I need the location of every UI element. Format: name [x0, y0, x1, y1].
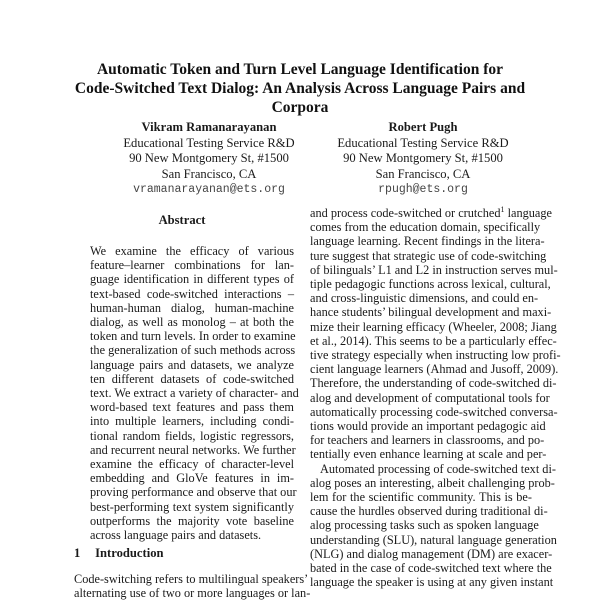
author-address: 90 New Montgomery St, #1500 — [343, 151, 503, 166]
right-col-line: cause the hurdles observed during traditional di- — [310, 504, 548, 519]
author-name: Robert Pugh — [388, 120, 458, 134]
right-col-line — [310, 204, 552, 220]
abstract-line: the generalization of such methods across — [90, 343, 296, 358]
abstract-line: language pairs and datasets, we analyze — [90, 357, 294, 372]
title-line: Code-Switched Text Dialog: An Analysis Across Language Pairs and — [74, 80, 526, 97]
author-block-2 — [313, 120, 533, 198]
abstract-line: token and turn levels. In order to examine — [90, 329, 296, 344]
right-col-line: et al., 2014). This seems to be a particularly effec- — [310, 333, 557, 348]
right-col-line: cient language learners (Ahmad and Jusoff, 2009). — [310, 362, 559, 377]
author-block-1 — [99, 120, 319, 198]
author-city: San Francisco, CA — [375, 166, 471, 181]
section-title: Introduction — [95, 546, 164, 560]
title-line: Automatic Token and Turn Level Language Identification for — [96, 61, 504, 78]
abstract-body — [90, 244, 299, 543]
right-col-line: for teachers and learners in classrooms, and po- — [310, 433, 545, 448]
author-affiliation: Educational Testing Service R&D — [337, 135, 509, 150]
right-col-line: alog processing tasks such as spoken language — [310, 518, 539, 533]
right-col-line: mize their learning efficacy (Wheeler, 2008; Jiang — [310, 319, 557, 334]
right-col-line: automatically processing code-switched conversa- — [310, 404, 558, 419]
introduction-body — [74, 572, 311, 600]
abstract-line: examine the efficacy of character-level — [90, 457, 294, 472]
right-col-line: comes from the education domain, specifically — [310, 220, 541, 235]
abstract-line: text. We extract a variety of character- and — [90, 386, 299, 401]
abstract-line: outperforms the majority vote baseline — [90, 513, 294, 528]
author-city: San Francisco, CA — [161, 166, 257, 181]
right-col-line: alog and development of computational tools for — [310, 390, 550, 405]
author-name: Vikram Ramanarayanan — [141, 120, 277, 134]
author-affiliation: Educational Testing Service R&D — [123, 135, 295, 150]
abstract-line: and recurrent neural networks. We further — [90, 442, 296, 457]
abstract-line: proving performance and observe that our — [90, 485, 297, 500]
paper-title — [60, 60, 540, 117]
right-col-line: bated in the case of code-switched text where the — [310, 561, 552, 576]
right-col-line: tions would provide an important pedagogic aid — [310, 419, 546, 434]
right-col-line: and cross-linguistic dimensions, and could en- — [310, 291, 539, 306]
abstract-heading: Abstract — [158, 213, 206, 227]
section-number: 1 — [74, 546, 81, 560]
abstract-line: across language pairs and datasets. — [90, 528, 262, 543]
author-email: rpugh@ets.org — [378, 183, 468, 197]
right-col-line: ture suggest that strategic use of code-switching — [310, 248, 547, 263]
abstract-line: dialog, as well as monolog – at both the — [90, 315, 294, 330]
right-col-line: Automated processing of code-switched text di- — [320, 461, 556, 476]
right-col-line: alog poses an interesting, albeit challenging prob- — [310, 475, 555, 490]
abstract-line: text-based code-switched interactions – — [90, 286, 294, 301]
right-col-line: tive strategy especially when instructing low profi- — [310, 348, 561, 363]
intro-line: alternating use of two or more languages or lan- — [74, 586, 311, 600]
right-col-line: Therefore, the understanding of code-switched di- — [310, 376, 557, 391]
right-col-text: language — [504, 206, 552, 220]
right-col-line: language learning. Recent findings in the litera- — [310, 234, 545, 249]
abstract-line: feature–learner combinations for lan- — [90, 258, 294, 273]
abstract-line: tional random fields, logistic regressors, — [90, 428, 294, 443]
right-col-line: tiple pedagogic functions across lexical, cultural, — [310, 277, 551, 292]
title-line: Corpora — [271, 99, 329, 116]
abstract-line: embedding and GloVe features in im- — [90, 471, 294, 486]
right-col-line: of bilinguals’ L1 and L2 in instruction serves mul- — [310, 262, 558, 277]
abstract-line: guage identification in different types of — [90, 272, 294, 287]
abstract-line: word-based text features and pass them — [90, 400, 294, 415]
abstract-line: We examine the efficacy of various — [90, 244, 294, 258]
abstract-line: into multiple learners, including condi- — [90, 414, 294, 429]
footnote-marker[interactable]: 1 — [500, 204, 505, 214]
right-col-line: hance students’ bilingual development and maxi- — [310, 305, 552, 320]
right-col-line: lem for the scientific community. This is be- — [310, 490, 532, 505]
section-heading-introduction — [74, 546, 164, 561]
right-col-line: tentially even enhance learning at scale and per- — [310, 447, 547, 462]
abstract-line: human-human dialog, human-machine — [90, 300, 294, 315]
abstract-line: best-performing text system significantly — [90, 499, 294, 514]
intro-line: Code-switching refers to multilingual speakers’ — [74, 572, 309, 586]
right-col-text: and process code-switched or crutched — [310, 206, 501, 220]
abstract-line: ten different datasets of code-switched — [90, 371, 294, 386]
right-col-line: understanding (SLU), natural language generation — [310, 532, 557, 547]
right-col-line: (NLG) and dialog management (DM) are exacer- — [310, 546, 553, 561]
right-col-line: language the speaker is using at any given instant — [310, 575, 554, 590]
author-address: 90 New Montgomery St, #1500 — [129, 151, 289, 166]
right-column-body — [310, 204, 561, 590]
author-email: vramanarayanan@ets.org — [133, 183, 285, 197]
